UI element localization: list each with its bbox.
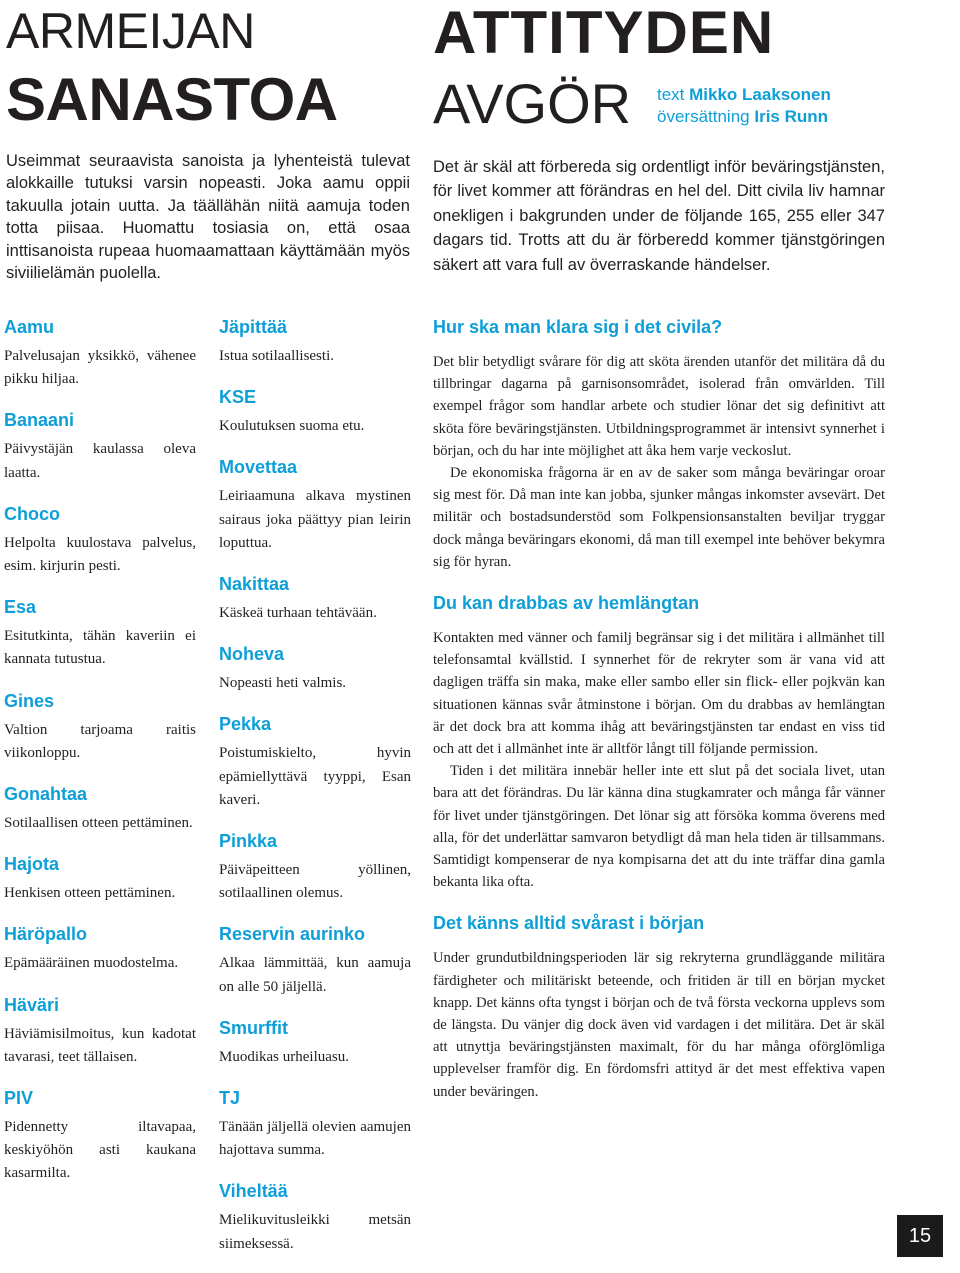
glossary-term: Noheva xyxy=(219,644,285,665)
glossary-term: Gonahtaa xyxy=(4,784,88,805)
glossary-term: Choco xyxy=(4,503,60,524)
credit-author xyxy=(657,84,831,106)
glossary-definition: Mielikuvitusleikki metsän siimeksessä. xyxy=(219,1212,411,1252)
glossary-definition: Koulutuksen suoma etu. xyxy=(219,418,365,435)
glossary-definition: Nopeasti heti valmis. xyxy=(219,675,347,692)
article-section xyxy=(433,591,885,893)
glossary-column-2 xyxy=(219,315,411,1273)
glossary-term: Smurffit xyxy=(219,1017,288,1038)
glossary-definition: Esitutkinta, tähän kaveriin ei kannata tutustua. xyxy=(4,628,196,668)
glossary-entry xyxy=(4,595,196,671)
article-credits xyxy=(657,84,831,128)
glossary-term: Häröpallo xyxy=(4,924,88,945)
glossary-term: Esa xyxy=(4,597,37,618)
glossary-entry xyxy=(219,1016,411,1069)
glossary-term: Gines xyxy=(4,690,55,711)
glossary-term: Pekka xyxy=(219,714,272,735)
glossary-term: PIV xyxy=(4,1088,34,1109)
glossary-definition: Istua sotilaallisesti. xyxy=(219,348,334,364)
glossary-entry xyxy=(219,385,411,438)
glossary-definition: Tänään jäljellä olevien aamujen hajottava summa. xyxy=(219,1119,411,1159)
glossary-entry xyxy=(219,315,411,368)
glossary-entry xyxy=(4,689,196,765)
glossary-definition: Käskeä turhaan tehtävään. xyxy=(219,605,377,622)
section-heading: Du kan drabbas av hemlängtan xyxy=(433,593,700,614)
glossary-entry xyxy=(4,315,196,391)
glossary-entry xyxy=(219,1086,411,1162)
glossary-definition: Häviämisilmoitus, kun kadotat tavarasi, teet tällaisen. xyxy=(4,1025,196,1065)
glossary-definition: Sotilaallisen otteen pettäminen. xyxy=(4,815,193,832)
right-title-line1: ATTITYDEN xyxy=(433,0,775,66)
glossary-definition: Alkaa lämmittää, kun aamuja on alle 50 jäljellä. xyxy=(219,955,411,995)
glossary-entry xyxy=(219,712,411,812)
glossary-entry xyxy=(219,1179,411,1255)
glossary-term: Häväri xyxy=(4,994,60,1015)
glossary-term: TJ xyxy=(219,1088,241,1109)
glossary-definition: Epämääräinen muodostelma. xyxy=(4,955,179,972)
credit-translator xyxy=(657,106,831,128)
glossary-entry xyxy=(4,993,196,1069)
glossary-definition: Helpolta kuulostava palvelus, esim. kirjurin pesti. xyxy=(4,534,196,575)
article-body xyxy=(433,315,885,1121)
article-section xyxy=(433,911,885,1102)
section-paragraph: Kontakten med vänner och familj begränsar sig i det militära i allmänhet till telefonsamtal kvällstid. I synnerhet för de rekryter som är vana vid att dagligen träffa sin maka, make eller sambo eller sin flick- eller pojkvän kan situationen kännas svår åtminstone i början. Om du drabbas av hemlängtan är det dock bra att komma ihåg att beväringstjänsten tar endast en viss tid och att det i allmänhet inte är alltför långt till följande permission. xyxy=(433,630,885,758)
glossary-entry xyxy=(4,408,196,484)
glossary-term: Reservin aurinko xyxy=(219,924,366,945)
glossary-definition: Valtion tarjoama raitis viikonloppu. xyxy=(4,721,196,761)
section-paragraph: Tiden i det militära innebär heller inte ett slut på det sociala livet, utan bara att det förändras. Du lär känna dina stugkamrater och många får vänner för livet under tjänstgöringen. Det lönar sig att försöka komma överens med alla, för det underlättar samvaron betydligt då man hela tiden är tillsammans. Samtidigt kompenserar de nya kompisarna det att du inte träffar dina gamla bekanta lika ofta. xyxy=(433,763,885,891)
article-section xyxy=(433,315,885,573)
glossary-term: Banaani xyxy=(4,410,75,431)
glossary-entry xyxy=(4,852,196,905)
glossary-term: Movettaa xyxy=(219,457,298,478)
section-paragraph: De ekonomiska frågorna är en av de saker som många beväringar oroar sig mest för. Då man inte kan jobba, sjunker mångas inkomster avsevärt. Det militär och bostadsunderstöd som Folkpensionsanstalten beviljar tryggar dock många beväringars ekonomi, då man till exempel inte behöver bekymra sig för hyran. xyxy=(433,465,885,570)
glossary-term: Nakittaa xyxy=(219,574,290,595)
page-number: 15 xyxy=(897,1215,943,1257)
glossary-entry xyxy=(219,922,411,998)
glossary-term: Jäpittää xyxy=(219,317,288,337)
glossary-entry xyxy=(219,642,411,695)
glossary-entry xyxy=(4,502,196,578)
left-title-line2: SANASTOA xyxy=(6,66,338,133)
right-intro: Det är skäl att förbereda sig ordentligt inför beväringstjänsten, för livet kommer att förändras en hel del. Ditt civila liv hamnar onekligen i bakgrunden under de följande 165, 255 eller 347 dagars tid. Trotts att du är förberedd kommer tjänstgöringen säkert att vara full av överraskande händelser. xyxy=(433,158,885,274)
right-title-line2: AVGÖR xyxy=(433,72,632,135)
glossary-definition: Pidennetty iltavapaa, keskiyöhön asti kaukana kasarmilta. xyxy=(4,1119,196,1182)
glossary-definition: Päiväpeitteen yöllinen, sotilaallinen olemus. xyxy=(219,862,411,902)
glossary-term: Hajota xyxy=(4,854,60,875)
section-heading: Hur ska man klara sig i det civila? xyxy=(433,317,723,337)
credit-author-prefix: text xyxy=(657,85,685,104)
glossary-definition: Muodikas urheiluasu. xyxy=(219,1048,349,1065)
left-title-line1: ARMEIJAN xyxy=(6,3,255,59)
glossary-entry xyxy=(4,1086,196,1186)
section-heading: Det känns alltid svårast i början xyxy=(433,913,705,934)
glossary-term: KSE xyxy=(219,387,257,408)
glossary-entry xyxy=(4,922,196,975)
glossary-entry xyxy=(219,455,411,555)
glossary-column-1 xyxy=(4,315,196,1203)
glossary-definition: Palvelusajan yksikkö, vähenee pikku hiljaa. xyxy=(4,348,196,388)
glossary-entry xyxy=(4,782,196,835)
credit-translator-prefix: översättning xyxy=(657,107,750,126)
glossary-term: Viheltää xyxy=(219,1181,288,1202)
glossary-definition: Poistumiskielto, hyvin epämiellyttävä tyyppi, Esan kaveri. xyxy=(219,745,411,808)
glossary-definition: Leiriaamuna alkava mystinen sairaus joka päättyy pian leirin loputtua. xyxy=(219,488,411,551)
glossary-term: Pinkka xyxy=(219,831,278,852)
section-paragraph: Under grundutbildningsperioden lär sig rekryterna grundläggande militära färdigheter och militäriskt beteende, och fritiden är till en början mycket knapp. Det känns ofta tyngst i början och de två första veckorna upplevs som de längsta. Du vänjer dig dock även vid vardagen i det militära. Det är skäl att utnyttja beväringstjänsten maximalt, för du har många oförglömliga upplevelser framför dig. En fördomsfri attityd är det mest effektiva vapen under beväringen. xyxy=(433,950,885,1100)
credit-author-name: Mikko Laaksonen xyxy=(689,85,831,104)
section-paragraph: Det blir betydligt svårare för dig att sköta ärenden utanför det militära då du tillbringar dagarna på garnisonsområdet, isolerad från omvärlden. Till exempel frågor som handlar arbete och studier lönar det sig definitivt att sköta före beväringstjänsten. Utbildningsprogrammet är intensivt synnerhet i början, och du har inte möjlighet att åka hem varje veckoslut. xyxy=(433,354,885,459)
left-intro: Useimmat seuraavista sanoista ja lyhenteistä tulevat alokkaille tutuksi varsin nopeasti. Joka aamu oppii takuulla jotain uutta. Ja täällähän niitä aamuja toden totta piisaa. Huomattu tosiasia on, että osaa inttisanoista rupeaa huomaamattaan käyttämään myös siviilielämän puolella. xyxy=(6,152,410,283)
glossary-term: Aamu xyxy=(4,317,55,337)
glossary-entry xyxy=(219,572,411,625)
glossary-entry xyxy=(219,829,411,905)
glossary-definition: Henkisen otteen pettäminen. xyxy=(4,885,176,902)
credit-translator-name: Iris Runn xyxy=(754,107,829,126)
glossary-definition: Päivystäjän kaulassa oleva laatta. xyxy=(4,441,196,481)
